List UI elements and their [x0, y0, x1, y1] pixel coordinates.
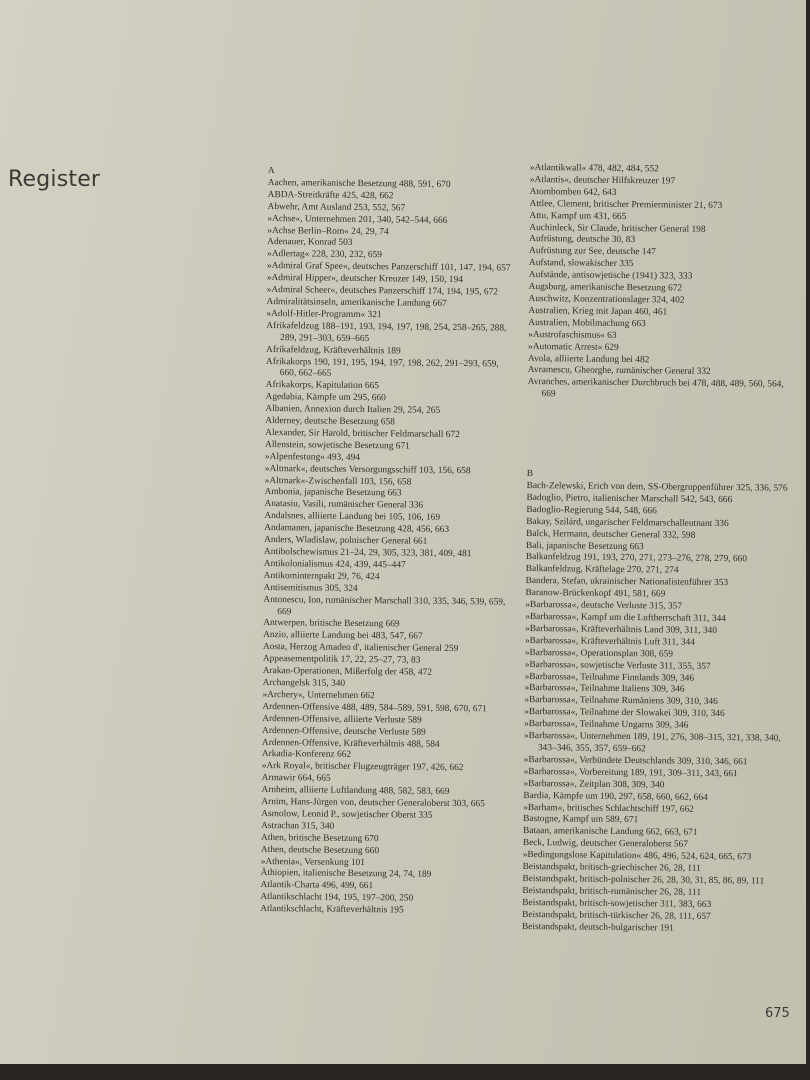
index-entry: »Ark Royal«, britischer Flugzeugträger 197, 426, 662	[261, 761, 464, 774]
index-entry: Adenauer, Konrad 503	[267, 237, 353, 249]
index-entry: Admiralitätsinseln, amerikanische Landung 667	[266, 296, 447, 309]
index-entry: Balck, Hermann, deutscher General 332, 598	[526, 528, 696, 541]
page-number: 675	[765, 1006, 790, 1021]
index-entry: »Alpenfestung« 493, 494	[264, 451, 361, 463]
index-entry: Atlantik-Charta 496, 499, 661	[260, 880, 374, 892]
index-entry: Albanien, Annexion durch Italien 29, 254, 265	[265, 404, 441, 416]
index-entry: Athen, britische Besetzung 670	[260, 832, 379, 844]
index-entry: »Achse Berlin–Rom« 24, 29, 74	[267, 225, 389, 237]
index-entry: Afrikafeldzug 188–191, 193, 194, 197, 198, 254, 258–265, 288, 289, 291–303, 659–665	[266, 320, 507, 344]
index-column-right	[522, 163, 792, 946]
index-entry: Asmolow, Leonid P., sowjetischer Oberst 335	[261, 808, 433, 821]
index-entry: Abwehr, Amt Ausland 253, 552, 567	[267, 201, 406, 214]
index-entry: Andamanen, japanische Besetzung 428, 456, 663	[264, 523, 450, 536]
index-entry: Augsburg, amerikanische Besetzung 672	[528, 282, 683, 294]
index-entry: »Adolf-Hitler-Programm« 321	[266, 308, 382, 321]
index-entry: Bandera, Stefan, ukrainischer Nationalistenführer 353	[525, 576, 729, 589]
index-entry: Australien, Krieg mit Japan 460, 461	[528, 305, 668, 318]
index-entry: »Achse«, Unternehmen 201, 340, 542–544, 666	[267, 213, 448, 226]
index-entry: »Bedingungslose Kapitulation« 486, 496, 524, 624, 665, 673	[522, 850, 752, 863]
index-entry: Attu, Kampf um 431, 665	[529, 210, 627, 222]
index-letter-heading: B	[526, 469, 534, 480]
index-entry: Beistandspakt, deutsch-bulgarischer 191	[521, 921, 674, 934]
index-entry: Atombomben 642, 643	[529, 186, 617, 198]
index-entry: Beistandspakt, britisch-sowjetischer 311, 383, 663	[522, 897, 712, 910]
index-entry: Aachen, amerikanische Besetzung 488, 591, 670	[267, 177, 451, 190]
index-entry: »Barbarossa«, Teilnahme der Slowakei 309, 310, 346	[524, 707, 725, 720]
index-entry: »Barbarossa«, Kampf um die Luftherrschaft 311, 344	[525, 611, 726, 625]
index-entry: Arnim, Hans-Jürgen von, deutscher Generaloberst 303, 665	[261, 796, 485, 810]
index-entry: Archangelsk 315, 340	[262, 677, 346, 689]
index-entry: Äthiopien, italienische Besetzung 24, 74, 189	[260, 868, 432, 881]
index-entry: Ambonia, japanische Besetzung 663	[264, 487, 402, 499]
index-entry: »Admiral Scheer«, deutsches Panzerschiff 174, 194, 195, 672	[266, 285, 499, 298]
index-entry: Afrikakorps 190, 191, 195, 194, 197, 198, 262, 291–293, 659, 660, 662–665	[265, 356, 499, 380]
page-heading: Register	[8, 167, 101, 192]
index-entry: »Barbarossa«, Teilnahme Rumäniens 309, 310, 346	[524, 695, 718, 708]
index-entry: »Barbarossa«, Verbündete Deutschlands 309, 310, 346, 661	[523, 754, 748, 768]
index-entry: Bardia, Kämpfe um 190, 297, 658, 660, 662, 664	[523, 790, 708, 803]
index-entry: ABDA-Streitkräfte 425, 428, 662	[267, 189, 394, 202]
index-entry: »Barbarossa«, Teilnahme Ungarns 309, 346	[524, 719, 689, 731]
index-entry: Badoglio-Regierung 544, 548, 666	[526, 504, 657, 517]
index-entry: Arakan-Operationen, Mißerfolg der 458, 472	[262, 666, 432, 678]
index-entry: Afrikafeldzug, Kräfteverhältnis 189	[266, 344, 401, 356]
index-entry: Appeasementpolitik 17, 22, 25–27, 73, 83	[262, 654, 421, 666]
index-entry: Balkanfeldzug, Kräftelage 270, 271, 274	[525, 564, 679, 576]
index-entry: Agedabia, Kämpfe um 295, 660	[265, 392, 386, 404]
index-entry: »Barbarossa«, Unternehmen 189, 191, 276, 308–315, 321, 338, 340, 343–346, 355, 357, 659–662	[523, 731, 781, 755]
index-section-a-continued	[528, 163, 792, 404]
index-entry: Beistandspakt, britisch-rumänischer 26, 28, 111	[522, 885, 702, 898]
index-entry: Antonescu, Ion, rumänischer Marschall 310, 335, 346, 539, 659, 669	[263, 594, 506, 617]
index-entry: Attlee, Clement, britischer Premierminister 21, 673	[529, 198, 723, 211]
index-entry: »Atlantikwall« 478, 482, 484, 552	[529, 163, 659, 175]
index-entry: Auchinleck, Sir Claude, britischer General 198	[529, 222, 706, 235]
index-entry: Balkanfeldzug 191, 193, 270, 271, 273–276, 278, 279, 660	[525, 552, 747, 565]
index-section-b	[522, 469, 789, 936]
index-entry: Ardennen-Offensive, alliierte Verluste 589	[262, 713, 422, 726]
index-entry: »Barbarossa«, Teilnahme Italiens 309, 346	[524, 683, 685, 696]
index-entry: Atlantikschlacht, Kräfteverhältnis 195	[260, 904, 404, 916]
index-entry: Anatasiu, Vasili, rumänischer General 336	[264, 499, 424, 512]
index-entry: »Adlertag« 228, 230, 232, 659	[267, 249, 382, 261]
index-entry: Athen, deutsche Besetzung 660	[260, 844, 380, 856]
index-entry: »Barbarossa«, Teilnahme Finnlands 309, 346	[524, 671, 695, 684]
index-entry: Astrachan 315, 340	[261, 820, 335, 832]
index-letter-heading: A	[267, 166, 275, 177]
index-entry: Baranow-Brückenkopf 491, 581, 669	[525, 588, 666, 600]
index-entry: Beistandspakt, britisch-griechischer 26, 28, 111	[522, 861, 701, 874]
index-entry: »Athenia«, Versenkung 101	[260, 856, 366, 868]
index-entry: »Altmark«-Zwischenfall 103, 156, 658	[264, 475, 412, 488]
index-entry: Beistandspakt, britisch-türkischer 26, 28, 111, 657	[522, 909, 711, 922]
index-entry: Ardennen-Offensive, Kräfteverhältnis 488, 584	[261, 737, 440, 750]
index-entry: Avranches, amerikanischer Durchbruch bei 478, 488, 489, 560, 564, 669	[527, 377, 784, 400]
index-entry: Ardennen-Offensive 488, 489, 584–589, 591, 598, 670, 671	[262, 701, 487, 715]
index-entry: Antibolschewismus 21–24, 29, 305, 323, 381, 409, 481	[263, 546, 472, 560]
index-entry: »Barbarossa«, sowjetische Verluste 311, 355, 357	[524, 659, 711, 672]
index-entry: »Altmark«, deutsches Versorgungsschiff 103, 156, 658	[264, 463, 471, 476]
index-entry: Bakay, Szilárd, ungarischer Feldmarschalleutnant 336	[526, 516, 729, 529]
index-entry: Arnheim, alliierte Luftlandung 488, 582, 583, 669	[261, 785, 450, 798]
index-entry: »Austrofaschismus« 63	[528, 329, 617, 341]
index-entry: Aufstand, slowakischer 335	[528, 258, 634, 270]
index-entry: Bataan, amerikanische Landung 662, 663, 671	[522, 826, 698, 839]
index-entry: Afrikakorps, Kapitulation 665	[265, 380, 380, 392]
index-entry: »Barbarossa«, Kräfteverhältnis Luft 311, 344	[524, 635, 695, 648]
index-entry: Badoglio, Pietro, italienischer Marschall 542, 543, 666	[526, 492, 733, 506]
index-column-left	[260, 166, 518, 919]
index-entry: Antikolonialismus 424, 439, 445–447	[263, 558, 406, 571]
index-entry: Avola, alliierte Landung bei 482	[527, 353, 650, 365]
index-entry: Aufrüstung, deutsche 30, 83	[529, 234, 636, 246]
index-entry: »Barham«, britisches Schlachtschiff 197, 662	[523, 802, 694, 815]
index-entry: Aufstände, antisowjetische (1941) 323, 333	[528, 270, 693, 282]
index-entry: Antisemitismus 305, 324	[263, 582, 358, 594]
index-entry: Antikominternpakt 29, 76, 424	[263, 570, 380, 583]
index-entry: »Admiral Hipper«, deutscher Kreuzer 149, 150, 194	[266, 273, 463, 286]
index-entry: Auschwitz, Konzentrationslager 324, 402	[528, 293, 685, 306]
index-entry: Bali, japanische Besetzung 663	[525, 540, 644, 552]
index-entry: »Automatic Arrest« 629	[528, 341, 619, 353]
index-entry: Bastogne, Kampf um 589, 671	[523, 814, 639, 826]
index-entry: »Barbarossa«, Zeitplan 308, 309, 340	[523, 778, 665, 791]
index-entry: Australien, Mobilmachung 663	[528, 317, 646, 330]
index-entry: Alderney, deutsche Besetzung 658	[265, 416, 395, 428]
index-entry: Bach-Zelewski, Erich von dem, SS-Obergruppenführer 325, 336, 576	[526, 481, 788, 494]
index-entry: Aufrüstung zur See, deutsche 147	[529, 246, 656, 258]
index-entry: Arkadia-Konferenz 662	[261, 749, 352, 761]
index-entry: Andalsnes, alliierte Landung bei 105, 106, 169	[264, 511, 441, 524]
index-entry: Anzio, alliierte Landung bei 483, 547, 667	[263, 630, 423, 642]
index-entry: Beistandspakt, britisch-polnischer 26, 28, 30, 31, 85, 86, 89, 111	[522, 873, 765, 887]
index-entry: Aosta, Herzog Amadeo d', italienischer General 259	[262, 642, 459, 655]
index-entry: »Barbarossa«, deutsche Verluste 315, 357	[525, 600, 682, 612]
index-entry: »Barbarossa«, Vorbereitung 189, 191, 309–311, 343, 661	[523, 766, 738, 779]
index-entry: Atlantikschlacht 194, 195, 197–200, 250	[260, 892, 414, 904]
index-entry: »Barbarossa«, Kräfteverhältnis Land 309, 311, 340	[525, 623, 717, 636]
index-entry: Beck, Ludwig, deutscher Generaloberst 567	[522, 838, 688, 850]
index-entry: Alexander, Sir Harold, britischer Feldmarschall 672	[265, 427, 460, 440]
index-entry: Antwerpen, britische Besetzung 669	[263, 618, 400, 630]
index-entry: Avramescu, Gheorghe, rumänischer General 332	[527, 365, 711, 378]
index-entry: Allenstein, sowjetische Besetzung 671	[265, 439, 410, 452]
index-entry: »Admiral Graf Spee«, deutsches Panzerschiff 101, 147, 194, 657	[266, 261, 511, 274]
index-entry: Ardennen-Offensive, deutsche Verluste 589	[262, 725, 426, 738]
index-entry: »Atlantis«, deutscher Hilfskreuzer 197	[529, 174, 676, 187]
index-entry: Anders, Wladislaw, polnischer General 661	[264, 535, 428, 547]
index-entry: »Barbarossa«, Operationsplan 308, 659	[524, 647, 674, 660]
index-entry: »Archery«, Unternehmen 662	[262, 689, 375, 702]
index-entry: Armawir 664, 665	[261, 773, 331, 784]
